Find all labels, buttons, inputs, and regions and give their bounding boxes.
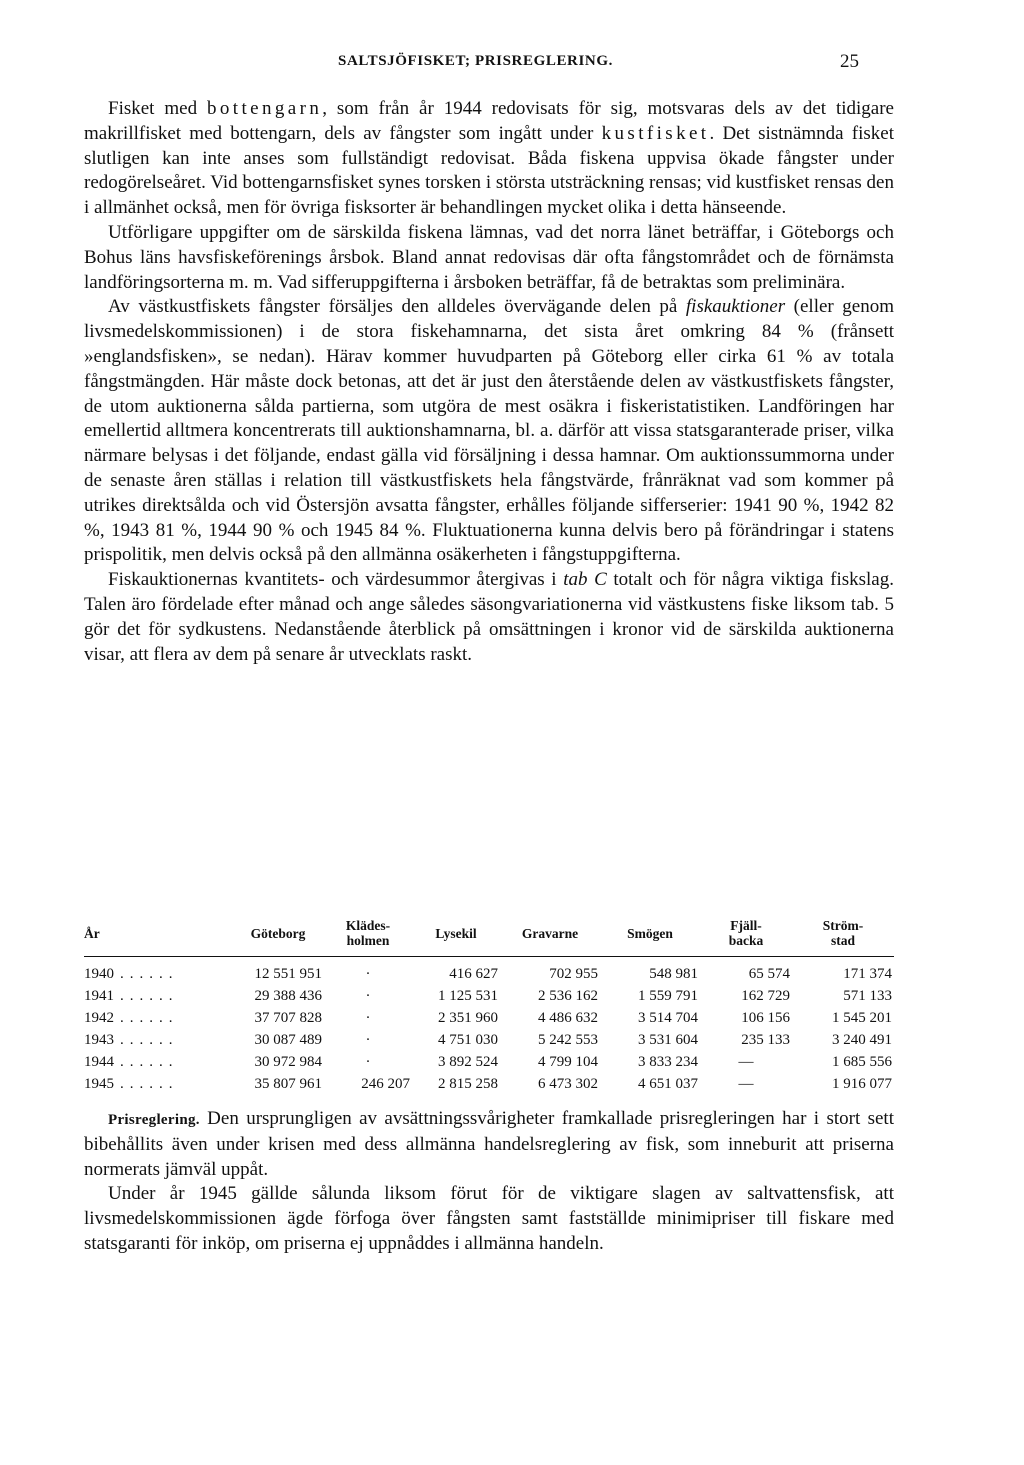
dot-leader: ...... [120, 987, 179, 1004]
text-run: Av västkustfiskets fångster försäljes den alldeles övervägande delen på [108, 296, 686, 318]
paragraph-prisreglering [84, 1107, 894, 1182]
cell-stromstad: 171 374 [843, 965, 892, 982]
year-value: 1940 [84, 965, 114, 982]
cell-goteborg: 37 707 828 [254, 1009, 322, 1026]
year-value: 1943 [84, 1031, 114, 1048]
cell-kladesholmen: · [365, 1009, 371, 1026]
cell-smogen: 3 833 234 [638, 1053, 698, 1070]
header-goteborg: Göteborg [232, 910, 324, 957]
header-gravarne: Gravarne [500, 910, 600, 957]
cell-goteborg: 30 087 489 [254, 1031, 322, 1048]
cell-gravarne: 4 799 104 [538, 1053, 598, 1070]
cell-smogen: 4 651 037 [638, 1075, 698, 1092]
paragraph-auktioner [84, 295, 894, 568]
cell-lysekil: 416 627 [449, 965, 498, 982]
header-part: backa [728, 933, 764, 948]
year-value: 1942 [84, 1009, 114, 1026]
italic-term: tab C [563, 569, 607, 591]
text-run: (eller genom livsmedelskommissionen) i de stora fiskehamnarna, det sista året omkring 84 % (frånsett »englandsfisken», se nedan). Härav kommer huvudparten på Göteborg eller cirka 61 % av totala fångstmängden. Här måste dock betonas, att det är just den återstående delen av västkustfiskets fångster, de utom auktionerna sålda partierna, som utgöra de mest osäkra i fiskeristatistiken. Landföringen har emellertid alltmera koncentrerats till auktionshamnarna, bl. a. därför att vissa statsgaranterade priser, vilka närmare belysas i det följande, endast gälla vid försäljning i dessa hamnar. Om auktionssummorna under de senaste åren ställas i relation till västkustfiskets hela fångstvärde, frånräknat vad som kommer på utrikes direktsålda och vid Östersjön avsatta fångster, erhålles följande sifferserier: 1941 90 %, 1942 82 %, 1943 81 %, 1944 90 % och 1945 84 %. Fluktuationerna kunna delvis bero på förändringar i statens prispolitik, men delvis också på den allmänna osäkerheten i fångstuppgifterna. [84, 296, 895, 566]
header-part: stad [830, 933, 855, 948]
cell-fjallbacka: 65 574 [748, 965, 790, 982]
dot-leader: ...... [120, 965, 179, 982]
paragraph-arsbok: Utförligare uppgifter om de särskilda fiskena lämnas, vad det norra länet beträffar, i Göteborgs och Bohus läns havsfiskeförenings årsbok. Bland annat redovisas där ofta fångstområdet och de förnämsta landföringsorterna m. m. Vad sifferuppgifterna i årsboken beträffar, få de betraktas som preliminära. [84, 221, 894, 293]
paragraph-tab-c [84, 568, 894, 667]
cell-fjallbacka: 235 133 [741, 1031, 790, 1048]
cell-lysekil: 3 892 524 [438, 1053, 498, 1070]
dot-leader: ...... [120, 1009, 179, 1026]
cell-goteborg: 12 551 951 [254, 965, 322, 982]
paragraph-bottengarn [84, 97, 894, 221]
auction-turnover-table [84, 910, 894, 1095]
table-row [84, 1007, 894, 1029]
cell-stromstad: 571 133 [843, 987, 892, 1004]
cell-year [84, 1051, 232, 1073]
dot-leader: ...... [120, 1075, 179, 1092]
header-smogen: Smögen [600, 910, 700, 957]
table-row [84, 1073, 894, 1095]
cell-kladesholmen: · [365, 1053, 371, 1070]
cell-kladesholmen: · [365, 1031, 371, 1048]
cell-smogen: 1 559 791 [638, 987, 698, 1004]
prisreglering-section [84, 1107, 894, 1257]
running-head: SALTSJÖFISKET; PRISREGLERING. [338, 53, 613, 69]
section-heading: Prisreglering. [108, 1112, 200, 1128]
body-text [84, 97, 894, 667]
cell-fjallbacka: — [738, 1053, 754, 1070]
header-part: Ström- [822, 918, 864, 933]
cell-kladesholmen: · [365, 965, 371, 982]
paragraph-minimipriser: Under år 1945 gällde sålunda liksom förut för de viktigare slagen av saltvattensfisk, att livsmedelskommissionen ägde förfoga över fångsten samt fastställde minimipriser till fiskare med statsgaranti för inköp, om priserna ej uppnåddes i allmänna handeln. [84, 1183, 894, 1254]
cell-year [84, 957, 232, 986]
cell-fjallbacka: 162 729 [741, 987, 790, 1004]
table-row [84, 957, 894, 986]
cell-year [84, 1007, 232, 1029]
header-lysekil: Lysekil [412, 910, 500, 957]
cell-gravarne: 5 242 553 [538, 1031, 598, 1048]
year-value: 1945 [84, 1075, 114, 1092]
text-run: , som från år 1944 redovisats för sig, motsvaras dels av det tidigare makrillfisket med bottengarn, dels av fångster som ingått under [84, 98, 894, 144]
cell-gravarne: 702 955 [549, 965, 598, 982]
cell-kladesholmen: 246 207 [361, 1075, 410, 1092]
table-header-row [84, 910, 894, 957]
year-value: 1944 [84, 1053, 114, 1070]
header-part: Klädes- [345, 918, 391, 933]
dot-leader: ...... [120, 1031, 179, 1048]
cell-stromstad: 1 916 077 [832, 1075, 892, 1092]
dot-leader: ...... [120, 1053, 179, 1070]
header-stromstad [792, 910, 894, 957]
cell-stromstad: 3 240 491 [832, 1031, 892, 1048]
cell-goteborg: 29 388 436 [254, 987, 322, 1004]
cell-lysekil: 4 751 030 [438, 1031, 498, 1048]
table-row [84, 1051, 894, 1073]
cell-gravarne: 6 473 302 [538, 1075, 598, 1092]
cell-lysekil: 1 125 531 [438, 987, 498, 1004]
cell-fjallbacka: 106 156 [741, 1009, 790, 1026]
spaced-term: bottengarn [207, 98, 323, 119]
text-run: totalt och för några viktiga fiskslag. Talen äro fördelade efter månad och ange således säsongvariationerna vid västkustens fiske liksom tab. 5 gör det för sydkustens. Nedanstående återblick på omsättningen i kronor vid de särskilda auktionerna visar, att flera av dem på senare år utvecklats raskt. [84, 569, 894, 665]
page-number: 25 [840, 51, 859, 72]
page-header [0, 51, 1024, 75]
cell-lysekil: 2 815 258 [438, 1075, 498, 1092]
text-run: Den ursprungligen av avsättningssvårigheter framkallade prisregleringen har i stort sett bibehållits även under krisen med dess allmänna handelsreglering av fisk, som inneburit att priserna normerats jämväl uppåt. [84, 1108, 894, 1180]
header-year: År [84, 910, 232, 957]
cell-goteborg: 30 972 984 [254, 1053, 322, 1070]
cell-fjallbacka: — [738, 1075, 754, 1092]
cell-lysekil: 2 351 960 [438, 1009, 498, 1026]
header-kladesholmen [324, 910, 412, 957]
auction-table-wrap [84, 910, 894, 1095]
cell-kladesholmen: · [365, 987, 371, 1004]
cell-gravarne: 2 536 162 [538, 987, 598, 1004]
table-row [84, 1029, 894, 1051]
cell-year [84, 1073, 232, 1095]
cell-year [84, 985, 232, 1007]
cell-gravarne: 4 486 632 [538, 1009, 598, 1026]
header-part: holmen [346, 933, 390, 948]
italic-term: fiskauktioner [685, 296, 786, 318]
year-value: 1941 [84, 987, 114, 1004]
spaced-term: kustfisket [601, 122, 710, 144]
cell-stromstad: 1 545 201 [832, 1009, 892, 1026]
text-run: Fisket med [108, 98, 207, 119]
text-run: . Det sistnämnda fisket slutligen kan inte anses som fullständigt redovisat. Båda fiskena uppvisa ökade fångster under redogörelseåret. Vid bottengarnsfisket synes torsken i största utsträckning rensas; vid kustfisket rensas den i allmänhet också, men för övriga fisksorter är behandlingen mycket olika i detta hänseende. [84, 122, 894, 219]
cell-stromstad: 1 685 556 [832, 1053, 892, 1070]
header-fjallbacka [700, 910, 792, 957]
text-run: Fiskauktionernas kvantitets- och värdesummor återgivas i [108, 569, 564, 591]
table-row [84, 985, 894, 1007]
cell-smogen: 3 514 704 [638, 1009, 698, 1026]
cell-year [84, 1029, 232, 1051]
cell-smogen: 3 531 604 [638, 1031, 698, 1048]
cell-smogen: 548 981 [649, 965, 698, 982]
cell-goteborg: 35 807 961 [254, 1075, 322, 1092]
header-part: Fjäll- [730, 918, 762, 933]
